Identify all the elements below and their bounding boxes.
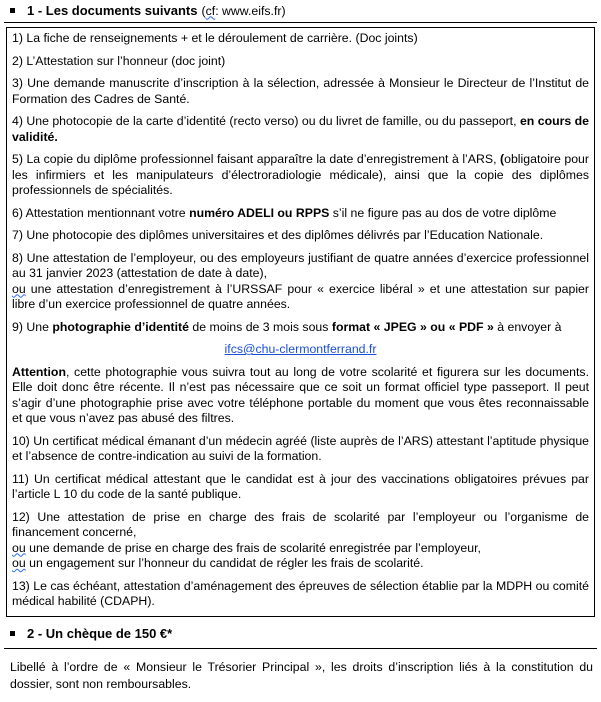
list-item: 5) La copie du diplôme professionnel faisant apparaître la date d’enregistrement à l’ARS, (obligatoire pour les infirmiers et les manipulateurs d’électroradiologie médicale), ainsi que la copie des diplômes professionnels de spécialités. bbox=[12, 152, 589, 197]
documents-list-box bbox=[6, 27, 595, 617]
section-2-rule bbox=[4, 648, 597, 649]
list-item: 1) La fiche de renseignements + et le déroulement de carrière. (Doc joints) bbox=[12, 31, 418, 45]
section-2-description: Libellé à l’ordre de « Monsieur le Trésorier Principal », les droits d’inscription liés à la constitution du dossier, sont non remboursables. bbox=[10, 660, 593, 691]
section-2-title: 2 - Un chèque de 150 €* bbox=[27, 626, 173, 641]
section-2-heading bbox=[4, 626, 597, 641]
square-bullet-icon bbox=[10, 631, 15, 636]
list-item: 8) Une attestation de l’employeur, ou des employeurs justifiant de quatre années d’exercice professionnel au 31 janvier 2023 (attestation de date à date), ou une attestation d’enregistrement à l’URSSAF pour « exercice libéral » et une attestation sur papier libre d’un exercice professionnel de quatre années. bbox=[12, 250, 589, 311]
list-item: 2) L’Attestation sur l’honneur (doc joint) bbox=[12, 53, 226, 68]
list-item: 12) Une attestation de prise en charge des frais de scolarité par l’employeur ou l’organisme de financement concerné, ou une demande de prise en charge des frais de scolarité enregistrée par l’employeur, ou un engagement sur l’honneur du candidat de régler les frais de scolarité. bbox=[12, 509, 589, 570]
list-item: 4) Une photocopie de la carte d’identité (recto verso) ou du livret de famille, ou du passeport, en cours de validité. bbox=[12, 114, 589, 144]
section-1-heading bbox=[4, 3, 597, 18]
list-item: 13) Le cas échéant, attestation d’aménagement des épreuves de sélection établie par la MDPH ou comité médical habilité (CDAPH). bbox=[12, 578, 589, 608]
list-item: 7) Une photocopie des diplômes universitaires et des diplômes délivrés par l’Education Nationale. bbox=[12, 228, 544, 242]
list-item: 9) Une photographie d’identité de moins de 3 mois sous format « JPEG » ou « PDF » à envoyer à bbox=[12, 319, 562, 334]
square-bullet-icon bbox=[10, 8, 15, 13]
email-line bbox=[12, 342, 589, 358]
list-item: 10) Un certificat médical émanant d’un médecin agréé (liste auprès de l’ARS) attestant l’aptitude physique et l’absence de contre-indication au suivi de la formation. bbox=[12, 433, 589, 463]
list-item: 6) Attestation mentionnant votre numéro ADELI ou RPPS s’il ne figure pas au dos de votre diplôme bbox=[12, 205, 557, 220]
section-1-rule bbox=[4, 22, 597, 23]
list-item: 11) Un certificat médical attestant que le candidat est à jour des vaccinations obligatoires prévues par l’article L 10 du code de la santé publique. bbox=[12, 471, 589, 501]
attention-paragraph: Attention, cette photographie vous suivra tout au long de votre scolarité et figurera sur les documents. Elle doit donc être récente. Il n’est pas nécessaire que ce soit un format officiel type passeport. Il peut s’agir d’une photographie prise avec votre téléphone portable du moment que vous êtes reconnaissable et que vous n’avez pas abusé des filtres. bbox=[12, 364, 589, 425]
section-1-title: 1 - Les documents suivants bbox=[27, 3, 198, 18]
email-link[interactable]: ifcs@chu-clermontferrand.fr bbox=[224, 342, 377, 356]
section-1-source: (cf: www.eifs.fr) bbox=[201, 3, 286, 18]
list-item: 3) Une demande manuscrite d’inscription à la sélection, adressée à Monsieur le Directeur de l’Institut de Formation des Cadres de Santé. bbox=[12, 76, 589, 106]
